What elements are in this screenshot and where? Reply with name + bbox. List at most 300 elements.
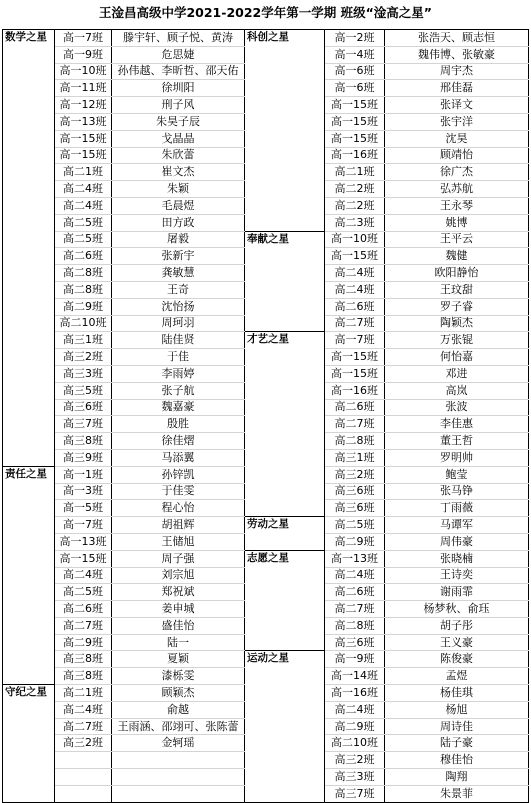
class-cell: 高一1班 xyxy=(55,466,112,483)
table-row xyxy=(3,63,529,80)
name-cell: 胡子彤 xyxy=(385,617,529,634)
class-cell: 高三7班 xyxy=(325,785,385,802)
name-cell: 盛佳怡 xyxy=(112,617,245,634)
name-cell: 李雨婷 xyxy=(112,365,245,382)
table-row xyxy=(3,181,529,198)
name-cell: 朱景菲 xyxy=(385,785,529,802)
category-label xyxy=(245,634,325,651)
category-label xyxy=(245,533,325,550)
category-label: 奉献之星 xyxy=(245,231,325,248)
class-cell: 高一4班 xyxy=(325,46,385,63)
class-cell: 高三1班 xyxy=(325,449,385,466)
table-row xyxy=(3,265,529,282)
category-label xyxy=(3,416,55,433)
class-cell: 高一12班 xyxy=(55,97,112,114)
class-cell: 高二8班 xyxy=(55,281,112,298)
class-cell: 高三2班 xyxy=(325,752,385,769)
class-cell: 高一7班 xyxy=(55,30,112,47)
class-cell: 高二9班 xyxy=(325,718,385,735)
name-cell: 徐广杰 xyxy=(385,164,529,181)
class-cell: 高二5班 xyxy=(55,214,112,231)
class-cell: 高一13班 xyxy=(325,550,385,567)
table-row xyxy=(3,449,529,466)
category-label xyxy=(3,130,55,147)
category-label: 劳动之星 xyxy=(245,517,325,534)
category-label xyxy=(3,735,55,752)
class-cell: 高二2班 xyxy=(325,197,385,214)
category-label xyxy=(3,80,55,97)
name-cell: 胡祖辉 xyxy=(112,517,245,534)
table-row xyxy=(3,130,529,147)
class-cell xyxy=(55,785,112,802)
name-cell: 万张锟 xyxy=(385,332,529,349)
table-row xyxy=(3,617,529,634)
category-label xyxy=(245,601,325,618)
name-cell: 李佳惠 xyxy=(385,416,529,433)
category-label xyxy=(3,567,55,584)
name-cell: 朱欣蕾 xyxy=(112,147,245,164)
name-cell: 周珂羽 xyxy=(112,315,245,332)
class-cell: 高三8班 xyxy=(55,651,112,668)
table-row xyxy=(3,735,529,752)
class-cell: 高一15班 xyxy=(325,248,385,265)
table-row xyxy=(3,315,529,332)
table-row xyxy=(3,46,529,63)
class-cell: 高一9班 xyxy=(55,46,112,63)
class-cell: 高三2班 xyxy=(55,735,112,752)
category-label xyxy=(245,97,325,114)
name-cell: 危思婕 xyxy=(112,46,245,63)
name-cell: 夏颖 xyxy=(112,651,245,668)
category-label xyxy=(245,281,325,298)
name-cell: 罗明帅 xyxy=(385,449,529,466)
class-cell: 高二6班 xyxy=(55,248,112,265)
category-label xyxy=(245,466,325,483)
category-label xyxy=(3,231,55,248)
table-row xyxy=(3,298,529,315)
name-cell: 何怡嘉 xyxy=(385,349,529,366)
class-cell: 高一16班 xyxy=(325,382,385,399)
name-cell: 周宇杰 xyxy=(385,63,529,80)
table-row xyxy=(3,349,529,366)
name-cell: 张波 xyxy=(385,399,529,416)
name-cell: 陈俊豪 xyxy=(385,651,529,668)
table-row xyxy=(3,433,529,450)
name-cell: 魏伟博、张敏豪 xyxy=(385,46,529,63)
class-cell: 高一11班 xyxy=(55,80,112,97)
class-cell: 高二1班 xyxy=(55,685,112,702)
category-label xyxy=(3,785,55,802)
class-cell: 高一15班 xyxy=(55,147,112,164)
stars-table xyxy=(2,29,529,803)
table-row xyxy=(3,567,529,584)
class-cell: 高二5班 xyxy=(55,584,112,601)
category-label xyxy=(245,365,325,382)
category-label xyxy=(245,685,325,702)
name-cell: 龚敏慧 xyxy=(112,265,245,282)
class-cell: 高一15班 xyxy=(325,130,385,147)
category-label xyxy=(245,349,325,366)
class-cell: 高二2班 xyxy=(325,181,385,198)
class-cell: 高三8班 xyxy=(55,668,112,685)
category-label xyxy=(3,332,55,349)
category-label xyxy=(245,130,325,147)
class-cell: 高二8班 xyxy=(325,617,385,634)
class-cell: 高三3班 xyxy=(325,769,385,786)
name-cell: 俞越 xyxy=(112,701,245,718)
category-label xyxy=(3,265,55,282)
class-cell: 高三1班 xyxy=(55,332,112,349)
class-cell: 高一6班 xyxy=(325,63,385,80)
class-cell: 高一13班 xyxy=(55,113,112,130)
name-cell: 郑祝斌 xyxy=(112,584,245,601)
class-cell xyxy=(55,752,112,769)
category-label xyxy=(3,500,55,517)
class-cell: 高三6班 xyxy=(55,399,112,416)
table-row xyxy=(3,500,529,517)
name-cell: 邓进 xyxy=(385,365,529,382)
name-cell: 邢佳磊 xyxy=(385,80,529,97)
name-cell: 于佳雯 xyxy=(112,483,245,500)
category-label xyxy=(245,433,325,450)
name-cell: 刘宗旭 xyxy=(112,567,245,584)
name-cell: 王永琴 xyxy=(385,197,529,214)
category-label xyxy=(3,701,55,718)
class-cell: 高一15班 xyxy=(325,113,385,130)
category-label xyxy=(3,113,55,130)
name-cell: 高岚 xyxy=(385,382,529,399)
category-label xyxy=(3,164,55,181)
name-cell: 姚博 xyxy=(385,214,529,231)
category-label xyxy=(3,449,55,466)
class-cell: 高三6班 xyxy=(325,500,385,517)
category-label xyxy=(3,349,55,366)
class-cell: 高一10班 xyxy=(55,63,112,80)
class-cell: 高一16班 xyxy=(325,147,385,164)
name-cell: 周伟豪 xyxy=(385,533,529,550)
class-cell: 高二4班 xyxy=(55,181,112,198)
category-label xyxy=(3,668,55,685)
class-cell: 高一15班 xyxy=(55,550,112,567)
class-cell: 高二1班 xyxy=(55,164,112,181)
table-row xyxy=(3,718,529,735)
category-label xyxy=(3,97,55,114)
category-label xyxy=(3,769,55,786)
category-label xyxy=(3,584,55,601)
name-cell: 张译文 xyxy=(385,97,529,114)
category-label xyxy=(3,46,55,63)
category-label: 数学之星 xyxy=(3,30,55,47)
class-cell: 高一15班 xyxy=(325,349,385,366)
category-label: 运动之星 xyxy=(245,651,325,668)
category-label xyxy=(245,298,325,315)
name-cell: 杨梦秋、俞珏 xyxy=(385,601,529,618)
category-label xyxy=(3,517,55,534)
class-cell: 高二7班 xyxy=(55,617,112,634)
name-cell: 漆栎雯 xyxy=(112,668,245,685)
name-cell: 杨佳琪 xyxy=(385,685,529,702)
name-cell: 马谭军 xyxy=(385,517,529,534)
table-row xyxy=(3,365,529,382)
name-cell: 罗子睿 xyxy=(385,298,529,315)
name-cell: 孙伟越、李昕哲、邵天佑 xyxy=(112,63,245,80)
name-cell: 周诗佳 xyxy=(385,718,529,735)
table-row xyxy=(3,685,529,702)
class-cell: 高三7班 xyxy=(55,416,112,433)
class-cell: 高二10班 xyxy=(55,315,112,332)
category-label xyxy=(245,500,325,517)
category-label xyxy=(3,617,55,634)
table-row xyxy=(3,651,529,668)
class-cell: 高一7班 xyxy=(55,517,112,534)
name-cell: 戈晶晶 xyxy=(112,130,245,147)
name-cell: 崔文杰 xyxy=(112,164,245,181)
name-cell: 沈怡扬 xyxy=(112,298,245,315)
name-cell: 沈昊 xyxy=(385,130,529,147)
category-label xyxy=(245,752,325,769)
table-row xyxy=(3,80,529,97)
class-cell: 高二7班 xyxy=(55,718,112,735)
category-label xyxy=(245,265,325,282)
category-label xyxy=(245,769,325,786)
category-label xyxy=(245,449,325,466)
table-row xyxy=(3,164,529,181)
class-cell: 高一6班 xyxy=(325,80,385,97)
category-label xyxy=(245,147,325,164)
name-cell: 张晓楠 xyxy=(385,550,529,567)
category-label xyxy=(245,416,325,433)
name-cell: 丁雨薇 xyxy=(385,500,529,517)
name-cell: 徐佳熠 xyxy=(112,433,245,450)
name-cell: 于佳 xyxy=(112,349,245,366)
table-row xyxy=(3,769,529,786)
name-cell: 鲍莹 xyxy=(385,466,529,483)
category-label xyxy=(3,181,55,198)
table-row xyxy=(3,752,529,769)
name-cell: 屠毅 xyxy=(112,231,245,248)
name-cell: 弘苏航 xyxy=(385,181,529,198)
class-cell: 高二4班 xyxy=(325,701,385,718)
name-cell xyxy=(112,769,245,786)
class-cell: 高二7班 xyxy=(325,601,385,618)
class-cell: 高二4班 xyxy=(55,567,112,584)
table-row xyxy=(3,416,529,433)
category-label: 才艺之星 xyxy=(245,332,325,349)
category-label xyxy=(3,197,55,214)
table-row xyxy=(3,533,529,550)
class-cell: 高二6班 xyxy=(325,298,385,315)
category-label xyxy=(3,601,55,618)
table-row xyxy=(3,668,529,685)
category-label xyxy=(3,550,55,567)
class-cell: 高二8班 xyxy=(55,265,112,282)
name-cell: 陆佳贤 xyxy=(112,332,245,349)
category-label xyxy=(3,483,55,500)
class-cell: 高三6班 xyxy=(325,634,385,651)
table-row xyxy=(3,550,529,567)
category-label xyxy=(3,214,55,231)
name-cell: 陆一 xyxy=(112,634,245,651)
table-row xyxy=(3,634,529,651)
name-cell: 滕宇轩、顾子悦、黄涛 xyxy=(112,30,245,47)
name-cell: 毛晨煜 xyxy=(112,197,245,214)
category-label xyxy=(3,248,55,265)
class-cell: 高三2班 xyxy=(325,466,385,483)
table-row xyxy=(3,701,529,718)
class-cell: 高三2班 xyxy=(55,349,112,366)
name-cell: 魏健 xyxy=(385,248,529,265)
class-cell: 高一16班 xyxy=(325,685,385,702)
class-cell: 高二10班 xyxy=(325,735,385,752)
name-cell: 孟煜 xyxy=(385,668,529,685)
category-label xyxy=(245,785,325,802)
table-row xyxy=(3,197,529,214)
class-cell: 高一3班 xyxy=(55,483,112,500)
category-label: 守纪之星 xyxy=(3,685,55,702)
table-row xyxy=(3,399,529,416)
table-row xyxy=(3,281,529,298)
category-label xyxy=(3,634,55,651)
name-cell: 欧阳静怡 xyxy=(385,265,529,282)
category-label: 志愿之星 xyxy=(245,550,325,567)
class-cell: 高二6班 xyxy=(325,584,385,601)
category-label xyxy=(245,181,325,198)
name-cell: 徐圳阳 xyxy=(112,80,245,97)
category-label xyxy=(3,718,55,735)
name-cell: 张子航 xyxy=(112,382,245,399)
name-cell: 王雨涵、邵翊可、张陈蕾 xyxy=(112,718,245,735)
name-cell: 王义豪 xyxy=(385,634,529,651)
class-cell: 高二4班 xyxy=(55,197,112,214)
class-cell: 高二8班 xyxy=(325,433,385,450)
table-row xyxy=(3,382,529,399)
class-cell: 高二4班 xyxy=(325,567,385,584)
class-cell: 高一15班 xyxy=(325,97,385,114)
name-cell: 陶翔 xyxy=(385,769,529,786)
table-row xyxy=(3,785,529,802)
name-cell: 张宇洋 xyxy=(385,113,529,130)
category-label xyxy=(245,483,325,500)
name-cell: 朱昊子辰 xyxy=(112,113,245,130)
name-cell: 张浩天、顾志恒 xyxy=(385,30,529,47)
category-label xyxy=(245,399,325,416)
table-row xyxy=(3,248,529,265)
category-label xyxy=(3,752,55,769)
category-label: 责任之星 xyxy=(3,466,55,483)
table-row xyxy=(3,517,529,534)
category-label xyxy=(245,113,325,130)
class-cell: 高二4班 xyxy=(325,281,385,298)
category-label xyxy=(3,433,55,450)
class-cell: 高三5班 xyxy=(55,382,112,399)
class-cell: 高二7班 xyxy=(325,416,385,433)
name-cell xyxy=(112,752,245,769)
category-label xyxy=(245,718,325,735)
name-cell: 王奇 xyxy=(112,281,245,298)
name-cell: 姜申城 xyxy=(112,601,245,618)
category-label xyxy=(245,197,325,214)
category-label xyxy=(245,248,325,265)
class-cell: 高二4班 xyxy=(325,265,385,282)
name-cell xyxy=(112,785,245,802)
class-cell: 高二4班 xyxy=(55,701,112,718)
class-cell: 高一2班 xyxy=(325,30,385,47)
class-cell: 高二5班 xyxy=(55,231,112,248)
table-row xyxy=(3,231,529,248)
name-cell: 周子强 xyxy=(112,550,245,567)
name-cell: 田方政 xyxy=(112,214,245,231)
class-cell: 高一5班 xyxy=(55,500,112,517)
name-cell: 孙锌凯 xyxy=(112,466,245,483)
class-cell: 高二5班 xyxy=(325,517,385,534)
category-label xyxy=(3,399,55,416)
class-cell: 高三3班 xyxy=(55,365,112,382)
name-cell: 顾颖杰 xyxy=(112,685,245,702)
category-label xyxy=(245,63,325,80)
category-label xyxy=(3,281,55,298)
name-cell: 魏嘉豪 xyxy=(112,399,245,416)
name-cell: 马添翼 xyxy=(112,449,245,466)
category-label xyxy=(245,315,325,332)
category-label xyxy=(245,617,325,634)
class-cell: 高三9班 xyxy=(55,449,112,466)
class-cell: 高二9班 xyxy=(55,298,112,315)
class-cell: 高一14班 xyxy=(325,668,385,685)
category-label xyxy=(245,567,325,584)
name-cell: 王储旭 xyxy=(112,533,245,550)
table-row xyxy=(3,466,529,483)
category-label xyxy=(245,382,325,399)
category-label xyxy=(3,147,55,164)
table-row xyxy=(3,483,529,500)
table-row xyxy=(3,113,529,130)
name-cell: 刑子风 xyxy=(112,97,245,114)
class-cell xyxy=(55,769,112,786)
class-cell: 高一10班 xyxy=(325,231,385,248)
name-cell: 杨旭 xyxy=(385,701,529,718)
category-label xyxy=(3,382,55,399)
category-label xyxy=(3,63,55,80)
category-label xyxy=(3,315,55,332)
class-cell: 高三6班 xyxy=(325,483,385,500)
table-row xyxy=(3,584,529,601)
name-cell: 朱颖 xyxy=(112,181,245,198)
category-label xyxy=(3,298,55,315)
category-label xyxy=(245,701,325,718)
name-cell: 殷胜 xyxy=(112,416,245,433)
category-label xyxy=(3,651,55,668)
class-cell: 高二6班 xyxy=(325,399,385,416)
class-cell: 高二7班 xyxy=(325,315,385,332)
class-cell: 高二3班 xyxy=(325,214,385,231)
class-cell: 高一15班 xyxy=(325,365,385,382)
class-cell: 高一15班 xyxy=(55,130,112,147)
category-label xyxy=(245,80,325,97)
name-cell: 张马铮 xyxy=(385,483,529,500)
category-label xyxy=(3,365,55,382)
class-cell: 高二1班 xyxy=(325,164,385,181)
class-cell: 高一7班 xyxy=(325,332,385,349)
name-cell: 顾靖怡 xyxy=(385,147,529,164)
class-cell: 高三8班 xyxy=(55,433,112,450)
category-label xyxy=(245,735,325,752)
class-cell: 高一13班 xyxy=(55,533,112,550)
name-cell: 王平云 xyxy=(385,231,529,248)
name-cell: 陆子豪 xyxy=(385,735,529,752)
table-row xyxy=(3,332,529,349)
name-cell: 陶颖杰 xyxy=(385,315,529,332)
name-cell: 王诗奕 xyxy=(385,567,529,584)
